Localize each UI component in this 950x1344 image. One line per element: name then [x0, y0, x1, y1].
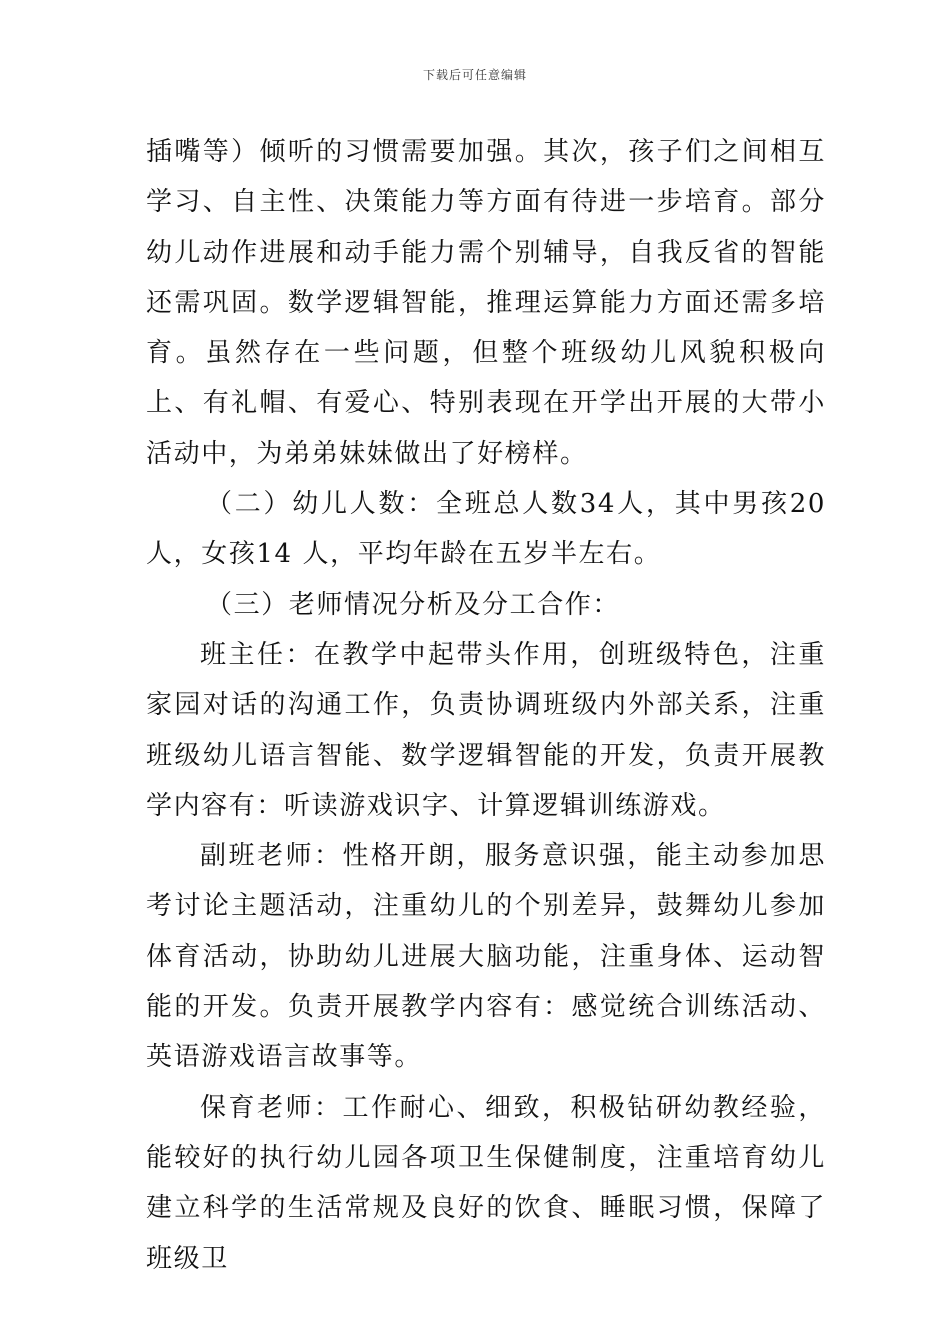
paragraph-assistant-teacher: 副班老师：性格开朗，服务意识强，能主动参加思考讨论主题活动，注重幼儿的个别差异，鼓舞幼儿参加体育活动，协助幼儿进展大脑功能，注重身体、运动智能的开发。负责开展教学内容有：感觉统合训练活动、英语游戏语言故事等。: [146, 841, 826, 1073]
document-body: [146, 127, 826, 1284]
header-note: 下载后可任意编辑: [422, 68, 527, 82]
paragraph-head-teacher: 班主任：在教学中起带头作用，创班级特色，注重家园对话的沟通工作，负责协调班级内外部关系，注重班级幼儿语言智能、数学逻辑智能的开发，负责开展教学内容有：听读游戏识字、计算逻辑训练游戏。: [146, 639, 826, 821]
paragraph-class-overview: 插嘴等）倾听的习惯需要加强。其次，孩子们之间相互学习、自主性、决策能力等方面有待进一步培育。部分幼儿动作进展和动手能力需个别辅导，自我反省的智能还需巩固。数学逻辑智能，推理运算能力方面还需多培育。虽然存在一些问题，但整个班级幼儿风貌积极向上、有礼帽、有爱心、特别表现在开学出开展的大带小活动中，为弟弟妹妹做出了好榜样。: [146, 137, 826, 469]
paragraph-care-teacher: 保育老师：工作耐心、细致，积极钻研幼教经验，能较好的执行幼儿园各项卫生保健制度，注重培育幼儿建立科学的生活常规及良好的饮食、睡眠习惯，保障了班级卫: [146, 1092, 826, 1274]
paragraph-child-count: （二）幼儿人数：全班总人数34人，其中男孩20 人，女孩14 人，平均年龄在五岁半左右。: [146, 489, 826, 570]
paragraph-teacher-heading: （三）老师情况分析及分工合作：: [206, 589, 621, 620]
